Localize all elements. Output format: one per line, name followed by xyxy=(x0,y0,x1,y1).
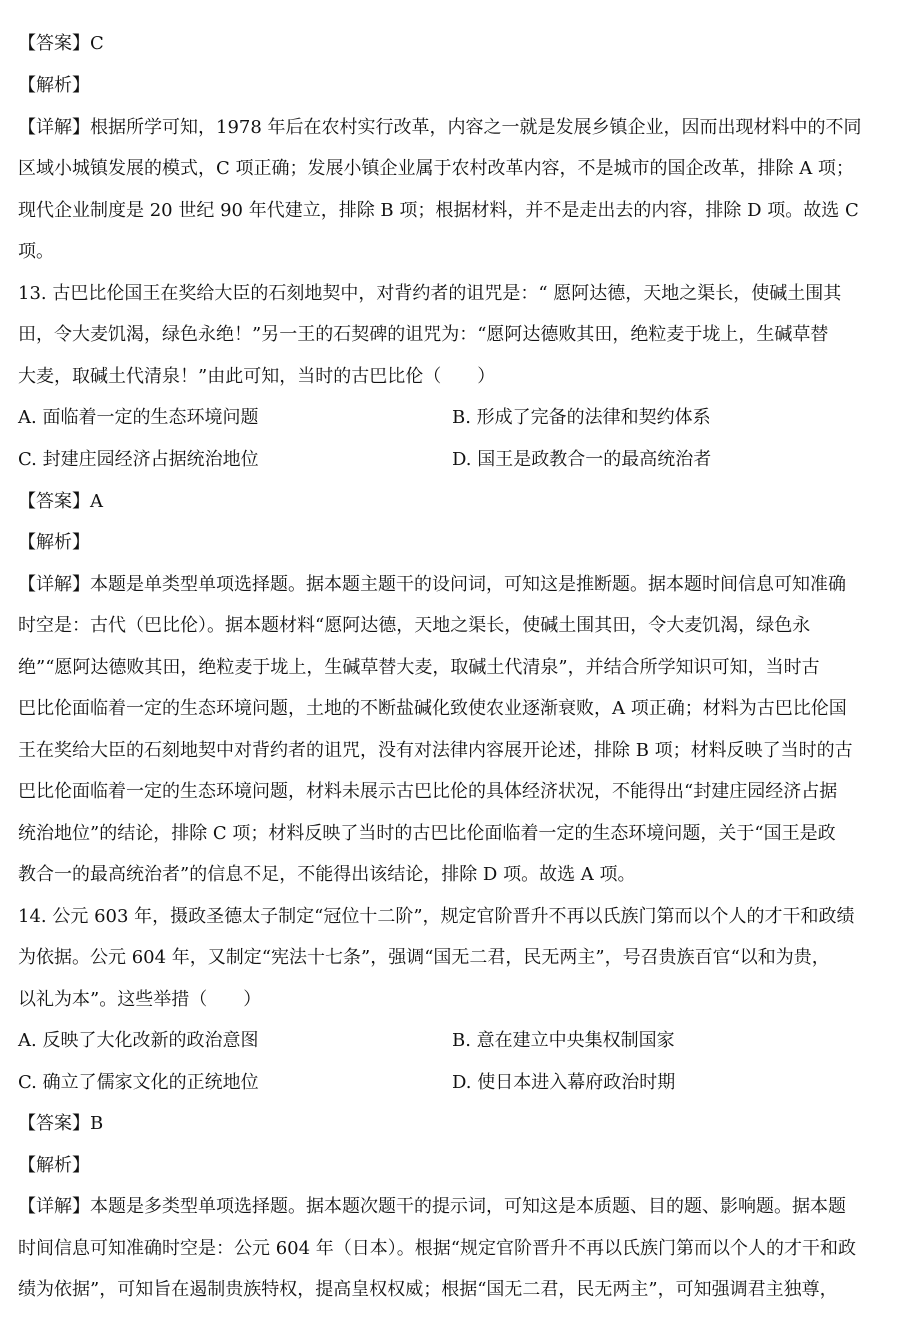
q14-stem-line: 以礼为本”。这些举措（ ） xyxy=(18,989,262,1010)
q13-detail-line: 时空是：古代（巴比伦）。据本题材料“愿阿达德，天地之渠长，使碱土围其田，令大麦饥渴，绿色永 xyxy=(18,615,811,636)
q12-detail-line: 【详解】根据所学可知，1978 年后在农村实行改革，内容之一就是发展乡镇企业，因而出现材料中的不同 xyxy=(18,117,862,138)
q14-answer: 【答案】B xyxy=(18,1113,104,1134)
q13-detail-line: 【详解】本题是单类型单项选择题。据本题主题干的设问词，可知这是推断题。据本题时间信息可知准确 xyxy=(18,574,846,595)
q14-option-a: A. 反映了大化改新的政治意图 xyxy=(18,1030,259,1051)
q13-option-c: C. 封建庄园经济占据统治地位 xyxy=(18,449,259,470)
q14-detail-line: 时间信息可知准确时空是：公元 604 年（日本）。根据“规定官阶晋升不再以氏族门第而以个人的才干和政 xyxy=(18,1238,856,1259)
q14-stem-line: 为依据。公元 604 年，又制定“宪法十七条”，强调“国无二君，民无两主”，号召贵族百官“以和为贵， xyxy=(18,947,830,968)
q13-stem-line: 13. 古巴比伦国王在奖给大臣的石刻地契中，对背约者的诅咒是：“ 愿阿达德，天地之渠长，使碱土围其 xyxy=(18,283,842,304)
q14-detail-line: 【详解】本题是多类型单项选择题。据本题次题干的提示词，可知这是本质题、目的题、影响题。据本题 xyxy=(18,1196,846,1217)
q14-option-b: B. 意在建立中央集权制国家 xyxy=(452,1030,675,1051)
q12-analysis-heading: 【解析】 xyxy=(18,75,90,96)
q13-detail-line: 统治地位”的结论，排除 C 项；材料反映了当时的古巴比伦面临着一定的生态环境问题，关于“国王是政 xyxy=(18,823,836,844)
q13-analysis-heading: 【解析】 xyxy=(18,532,90,553)
q13-option-b: B. 形成了完备的法律和契约体系 xyxy=(452,407,711,428)
q13-option-d: D. 国王是政教合一的最高统治者 xyxy=(452,449,712,470)
q12-detail-line: 现代企业制度是 20 世纪 90 年代建立，排除 B 项；根据材料，并不是走出去的内容，排除 D 项。故选 C xyxy=(18,200,859,221)
q12-detail-line: 区域小城镇发展的模式，C 项正确；发展小镇企业属于农村改革内容，不是城市的国企改革，排除 A 项； xyxy=(18,158,854,179)
q14-option-c: C. 确立了儒家文化的正统地位 xyxy=(18,1072,259,1093)
q14-detail-line: 绩为依据”，可知旨在遏制贵族特权，提高皇权权威；根据“国无二君，民无两主”，可知强调君主独尊， xyxy=(18,1279,838,1300)
q14-option-d: D. 使日本进入幕府政治时期 xyxy=(452,1072,676,1093)
q13-detail-line: 绝”“愿阿达德败其田，绝粒麦于垅上，生碱草替大麦，取碱土代清泉”，并结合所学知识可知，当时古 xyxy=(18,657,820,678)
q14-stem-line: 14. 公元 603 年，摄政圣德太子制定“冠位十二阶”，规定官阶晋升不再以氏族门第而以个人的才干和政绩 xyxy=(18,906,855,927)
q14-analysis-heading: 【解析】 xyxy=(18,1155,90,1176)
q13-detail-line: 王在奖给大臣的石刻地契中对背约者的诅咒，没有对法律内容展开论述，排除 B 项；材料反映了当时的古 xyxy=(18,740,853,761)
q13-stem-line: 田，令大麦饥渴，绿色永绝！”另一王的石契碑的诅咒为：“愿阿达德败其田，绝粒麦于垅上，生碱草替 xyxy=(18,324,829,345)
q12-detail-line: 项。 xyxy=(18,241,54,262)
q13-detail-line: 教合一的最高统治者”的信息不足，不能得出该结论，排除 D 项。故选 A 项。 xyxy=(18,864,636,885)
q12-answer: 【答案】C xyxy=(18,33,104,54)
q13-detail-line: 巴比伦面临着一定的生态环境问题，土地的不断盐碱化致使农业逐渐衰败，A 项正确；材料为古巴比伦国 xyxy=(18,698,847,719)
q13-answer: 【答案】A xyxy=(18,491,103,512)
q13-option-a: A. 面临着一定的生态环境问题 xyxy=(18,407,259,428)
q13-stem-line: 大麦，取碱土代清泉！”由此可知，当时的古巴比伦（ ） xyxy=(18,366,496,387)
q13-detail-line: 巴比伦面临着一定的生态环境问题，材料未展示古巴比伦的具体经济状况，不能得出“封建庄园经济占据 xyxy=(18,781,838,802)
